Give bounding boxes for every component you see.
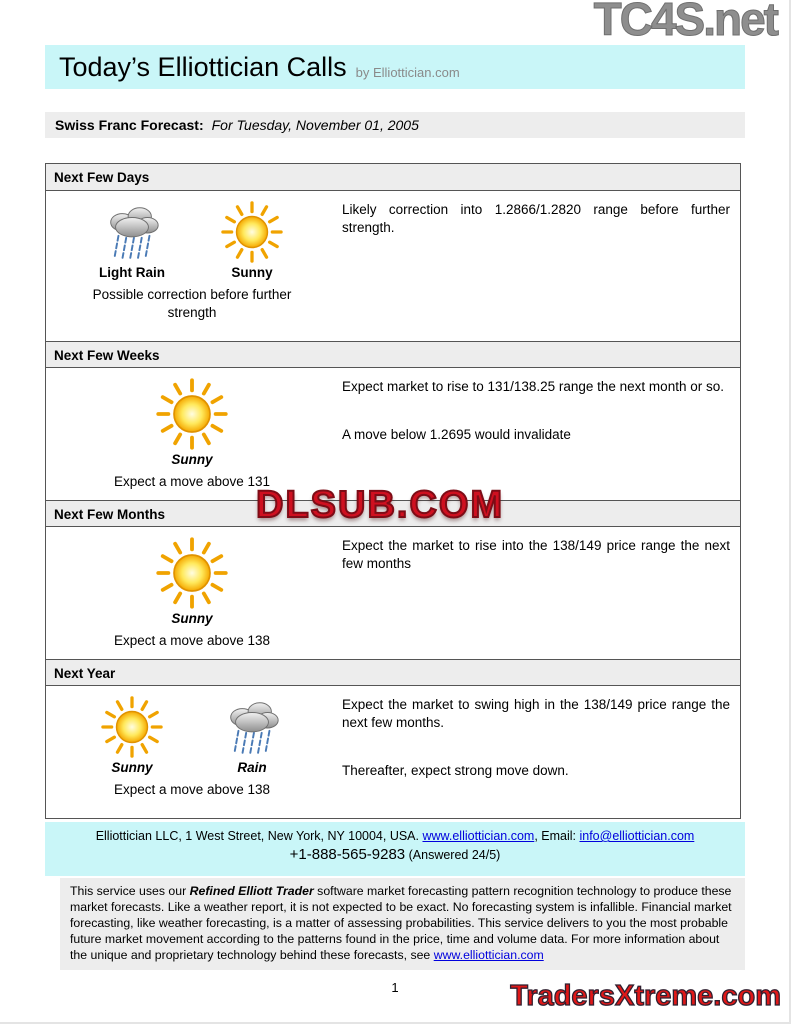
- forecast-paragraph: A move below 1.2695 would invalidate: [342, 427, 571, 443]
- section-title: Next Few Days: [46, 164, 740, 191]
- product-name: Refined Elliott Trader: [189, 884, 314, 898]
- disclaimer-website-link[interactable]: www.elliottician.com: [433, 947, 544, 962]
- weather-caption: Expect a move above 138: [113, 633, 271, 648]
- weather-icon-block: [136, 537, 248, 626]
- weather-icon-block: [76, 201, 188, 280]
- forecast-paragraph: Expect the market to rise into the 138/149 price range the next few months: [342, 538, 730, 572]
- section-next-year: [46, 659, 740, 818]
- dlsub-watermark: DLSUB.COM: [256, 484, 505, 526]
- forecast-text-column: [338, 686, 740, 818]
- weather-caption: Expect a move above 131: [113, 474, 271, 489]
- weather-icon-label: Sunny: [171, 452, 213, 467]
- section-content: [46, 368, 740, 500]
- company-address-line: [45, 829, 745, 843]
- section-title: Next Few Weeks: [46, 341, 740, 368]
- weather-icon-block: [196, 201, 308, 280]
- forecast-bar: [45, 112, 745, 138]
- weather-column: [46, 368, 338, 500]
- title-banner: [45, 45, 745, 89]
- section-next-few-weeks: [46, 341, 740, 500]
- weather-caption: Possible correction before further strength: [92, 287, 292, 320]
- tc4s-watermark: TC4S.net: [593, 0, 777, 45]
- forecast-text-column: [338, 368, 740, 500]
- weather-caption: Expect a move above 138: [113, 782, 271, 797]
- forecast-text-column: [338, 527, 740, 659]
- weather-icon-block: [136, 378, 248, 467]
- disclaimer-box: [60, 878, 745, 970]
- sunny-icon: [92, 696, 172, 758]
- sunny-icon: [153, 537, 231, 609]
- phone-number: +1-888-565-9283: [289, 846, 406, 863]
- weather-column: [46, 191, 338, 341]
- weather-icon-label: Sunny: [111, 760, 153, 775]
- section-title: Next Few Months: [46, 500, 740, 527]
- page-subtitle: by Elliottician.com: [355, 64, 460, 80]
- footer-banner: [45, 822, 745, 876]
- weather-icon-block: [76, 696, 188, 775]
- weather-icons-row: [136, 537, 248, 626]
- weather-icon-label: Light Rain: [99, 265, 165, 280]
- weather-icons-row: [136, 378, 248, 467]
- forecast-paragraph: Expect the market to swing high in the 138/149 price range the next few months.: [342, 697, 730, 731]
- email-link[interactable]: info@elliottician.com: [579, 829, 695, 843]
- sunny-icon: [209, 201, 295, 263]
- company-address: Elliottician LLC, 1 West Street, New York, NY 10004, USA.: [95, 829, 423, 843]
- phone-line: [45, 846, 745, 863]
- section-title: Next Year: [46, 659, 740, 686]
- weather-icon-label: Rain: [237, 760, 267, 775]
- forecast-date: For Tuesday, November 01, 2005: [211, 117, 419, 133]
- weather-icon-label: Sunny: [231, 265, 273, 280]
- forecast-text-column: [338, 191, 740, 341]
- section-next-few-days: [46, 164, 740, 341]
- section-content: [46, 686, 740, 818]
- website-link[interactable]: www.elliottician.com: [422, 829, 535, 843]
- forecast-label: Swiss Franc Forecast:: [55, 117, 204, 133]
- disclaimer-text: This service uses our: [70, 884, 190, 898]
- light-rain-icon: [89, 201, 175, 263]
- section-content: [46, 191, 740, 341]
- forecast-paragraph: Expect market to rise to 131/138.25 range the next month or so.: [342, 379, 724, 394]
- weather-icons-row: [76, 201, 308, 280]
- weather-icons-row: [76, 696, 308, 775]
- page-number: 1: [391, 980, 399, 995]
- disclaimer-text: software market forecasting pattern recognition technology to produce these market forecasts. Like a weather report, it is not expected to be exact. No forecasting system is infallible. Financial market forecasting, like weather forecasting, is a matter of assessing probabilities. This service delivers to you the most probable future market movement according to the patterns found in the price, time and volume data. For more information about the unique and proprietary technology behind these forecasts, see: [70, 884, 732, 962]
- weather-column: [46, 686, 338, 818]
- tradersxtreme-watermark: TradersXtreme.com: [510, 980, 781, 1012]
- forecast-paragraph: Likely correction into 1.2866/1.2820 range before further strength.: [342, 202, 730, 236]
- weather-icon-block: [196, 696, 308, 775]
- weather-column: [46, 527, 338, 659]
- rain-icon: [212, 696, 292, 758]
- page-title: Today’s Elliottician Calls: [59, 51, 347, 82]
- weather-icon-label: Sunny: [171, 611, 213, 626]
- section-content: [46, 527, 740, 659]
- sunny-icon: [153, 378, 231, 450]
- phone-note: (Answered 24/5): [405, 848, 501, 862]
- forecast-paragraph: Thereafter, expect strong move down.: [342, 763, 569, 779]
- email-label: , Email:: [534, 829, 580, 843]
